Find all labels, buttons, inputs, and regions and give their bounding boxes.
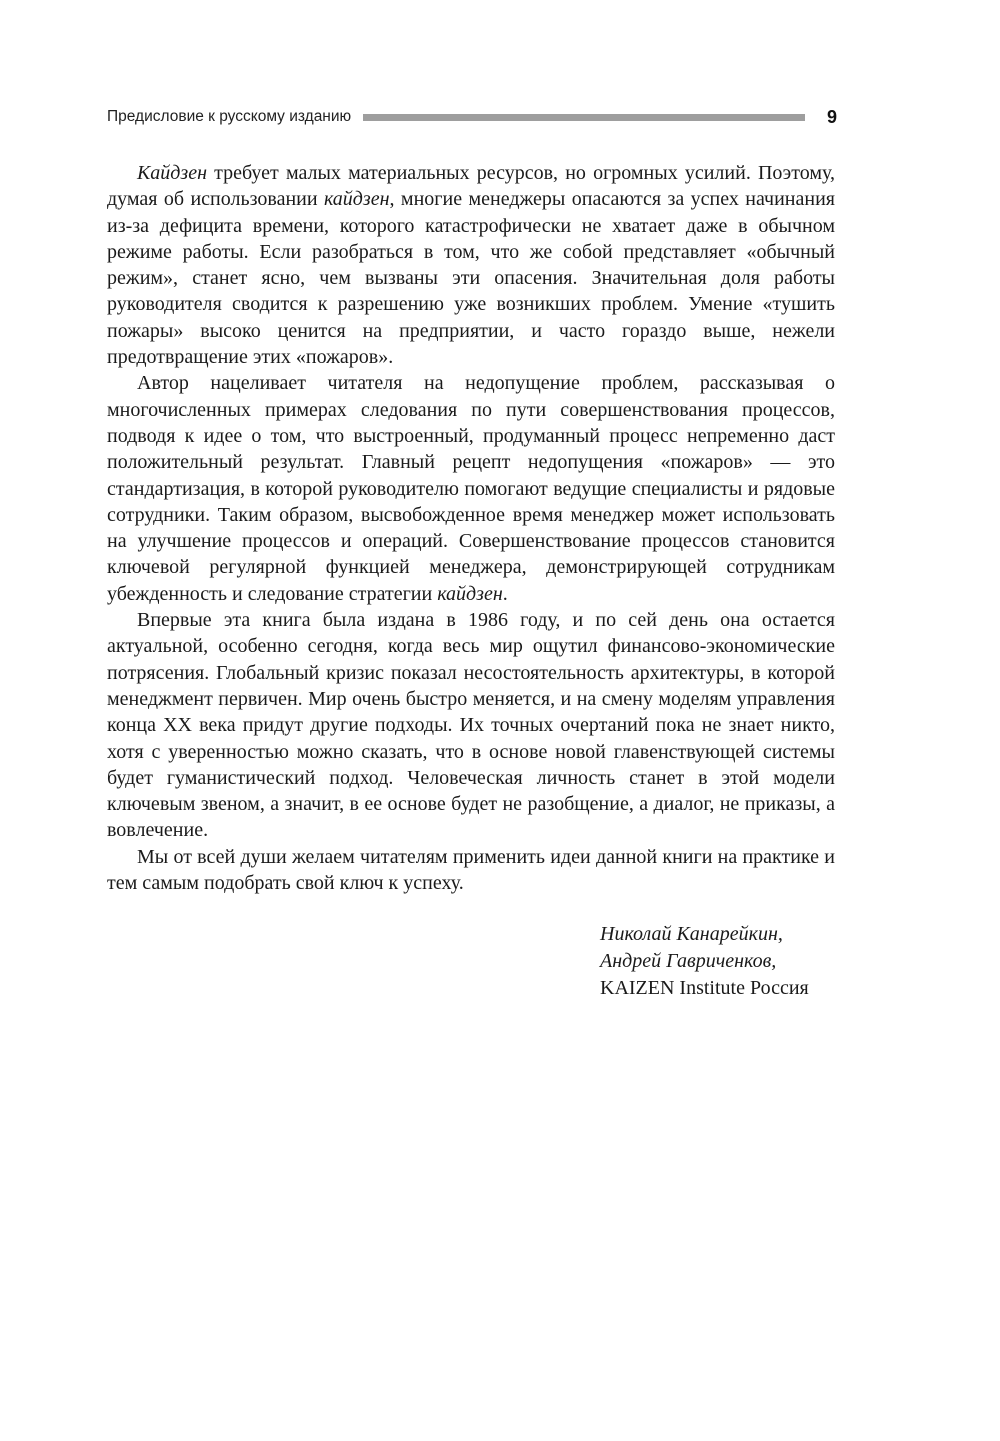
term-kaizen-3: кайдзен — [437, 582, 503, 605]
term-kaizen: Кайдзен — [137, 162, 207, 184]
running-head — [107, 104, 837, 130]
signature-organization: KAIZEN Institute Россия — [600, 977, 809, 999]
term-kaizen-2: кайдзен — [323, 188, 390, 211]
paragraph-3: Впервые эта книга была издана в 1986 году, и по сей день она остается актуальной, особенно сегодня, когда весь мир ощутил финансово-экономические потрясения. Глобальный кризис показал несостоятельность архитектуры, в которой менеджмент первичен. Мир очень быстро меняется, и на смену моделям управления конца XX века придут другие подходы. Их точных очертаний пока не знает никто, хотя с уверенностью можно сказать, что в основе новой главенствующей системы будет гуманистический подход. Человеческая личность станет в этой модели ключевым звеном, а значит, в ее основе будет не разобщение, а диалог, не приказы, а вовлечение. — [107, 609, 835, 842]
paragraph-2-text-b: . — [502, 582, 508, 605]
paragraph-1-text-b: , многие менеджеры опасаются за успех начинания из-за дефицита времени, которого катастрофически не хватает даже в обычном режиме работы. Если разобраться в том, что же собой представляет «обычный режим», станет ясно, чем вызваны эти опасения. Значительная доля работы руководителя сводится к разрешению уже возникших проблем. Умение «тушить пожары» высоко ценится на предприятии, и часто гораздо выше, нежели предотвращение этих «пожаров». — [107, 188, 835, 369]
running-head-title: Предисловие к русскому изданию — [107, 108, 352, 125]
running-head-rule — [363, 114, 805, 121]
paragraph-1 — [107, 160, 835, 370]
paragraph-4: Мы от всей души желаем читателям применить идеи данной книги на практике и тем самым подобрать свой ключ к успеху. — [107, 845, 835, 895]
signature-block — [600, 921, 900, 1002]
paragraph-1-text-a: требует малых материальных ресурсов, но огромных усилий. Поэтому, думая об использовании — [107, 162, 835, 211]
signature-author-2: Андрей Гавриченков, — [600, 950, 777, 972]
paragraph-2 — [107, 370, 835, 607]
page-number: 9 — [826, 106, 837, 127]
paragraph-2-text-a: Автор нацеливает читателя на недопущение проблем, рассказывая о многочисленных примерах следования по пути совершенствования процессов, подводя к идее о том, что выстроенный, продуманный процесс непременно даст положительный результат. Главный рецепт недопущения «пожаров» — это стандартизация, в которой руководителю помогают ведущие специалисты и рядовые сотрудники. Таким образом, высвобожденное время менеджер может использовать на улучшение процессов и операций. Совершенствование процессов становится ключевой регулярной функцией менеджера, демонстрирующей сотрудникам убежденность и следование стратегии — [107, 372, 835, 605]
signature-author-1: Николай Канарейкин, — [600, 923, 783, 945]
body-text — [107, 160, 835, 896]
